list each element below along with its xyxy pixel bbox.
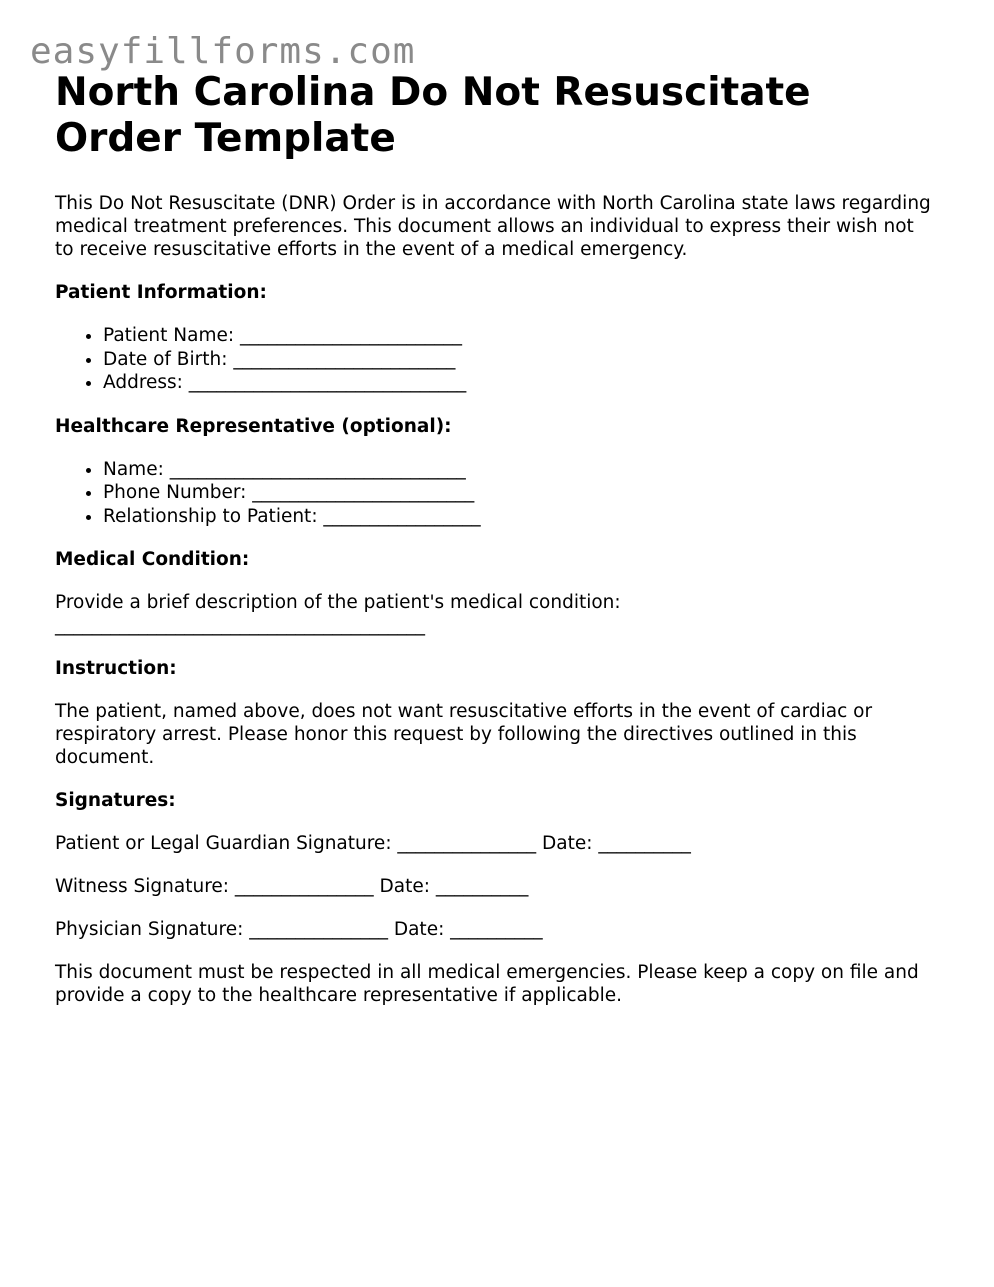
- patient-info-heading: Patient Information:: [55, 282, 267, 303]
- page-title: North Carolina Do Not Resuscitate Order Template: [55, 70, 811, 161]
- intro-paragraph: This Do Not Resuscitate (DNR) Order is in accordance with North Carolina state laws regarding medical treatment preferences. This document allows an individual to express their wish not to receive resuscitative efforts in the event of a medical emergency.: [55, 193, 931, 260]
- watermark: easyfillforms.com: [30, 31, 416, 72]
- instruction-heading: Instruction:: [55, 658, 177, 679]
- witness-signature-line: Witness Signature: _______________ Date: __________: [55, 876, 529, 897]
- rep-name-field: • Name: ________________________________: [103, 458, 955, 482]
- patient-name-field: • Patient Name: ________________________: [103, 324, 955, 348]
- rep-phone-field: • Phone Number: ________________________: [103, 481, 955, 505]
- patient-signature-line: Patient or Legal Guardian Signature: _______________ Date: __________: [55, 833, 691, 854]
- representative-list: [55, 458, 955, 529]
- medical-condition-prompt: Provide a brief description of the patient's medical condition: ________________________________________: [55, 592, 621, 636]
- physician-signature-line: Physician Signature: _______________ Date: __________: [55, 919, 543, 940]
- date-of-birth-field: • Date of Birth: ________________________: [103, 348, 955, 372]
- instruction-text: The patient, named above, does not want resuscitative efforts in the event of cardiac or respiratory arrest. Please honor this request by following the directives outlined in this document.: [55, 701, 873, 768]
- medical-condition-heading: Medical Condition:: [55, 549, 250, 570]
- signatures-heading: Signatures:: [55, 790, 176, 811]
- closing-paragraph: This document must be respected in all medical emergencies. Please keep a copy on file and provide a copy to the healthcare representative if applicable.: [55, 962, 919, 1006]
- rep-relationship-field: • Relationship to Patient: _________________: [103, 505, 955, 529]
- address-field: • Address: ______________________________: [103, 371, 955, 395]
- representative-heading: Healthcare Representative (optional):: [55, 415, 452, 437]
- document-body: [55, 70, 955, 1007]
- patient-info-list: [55, 324, 955, 395]
